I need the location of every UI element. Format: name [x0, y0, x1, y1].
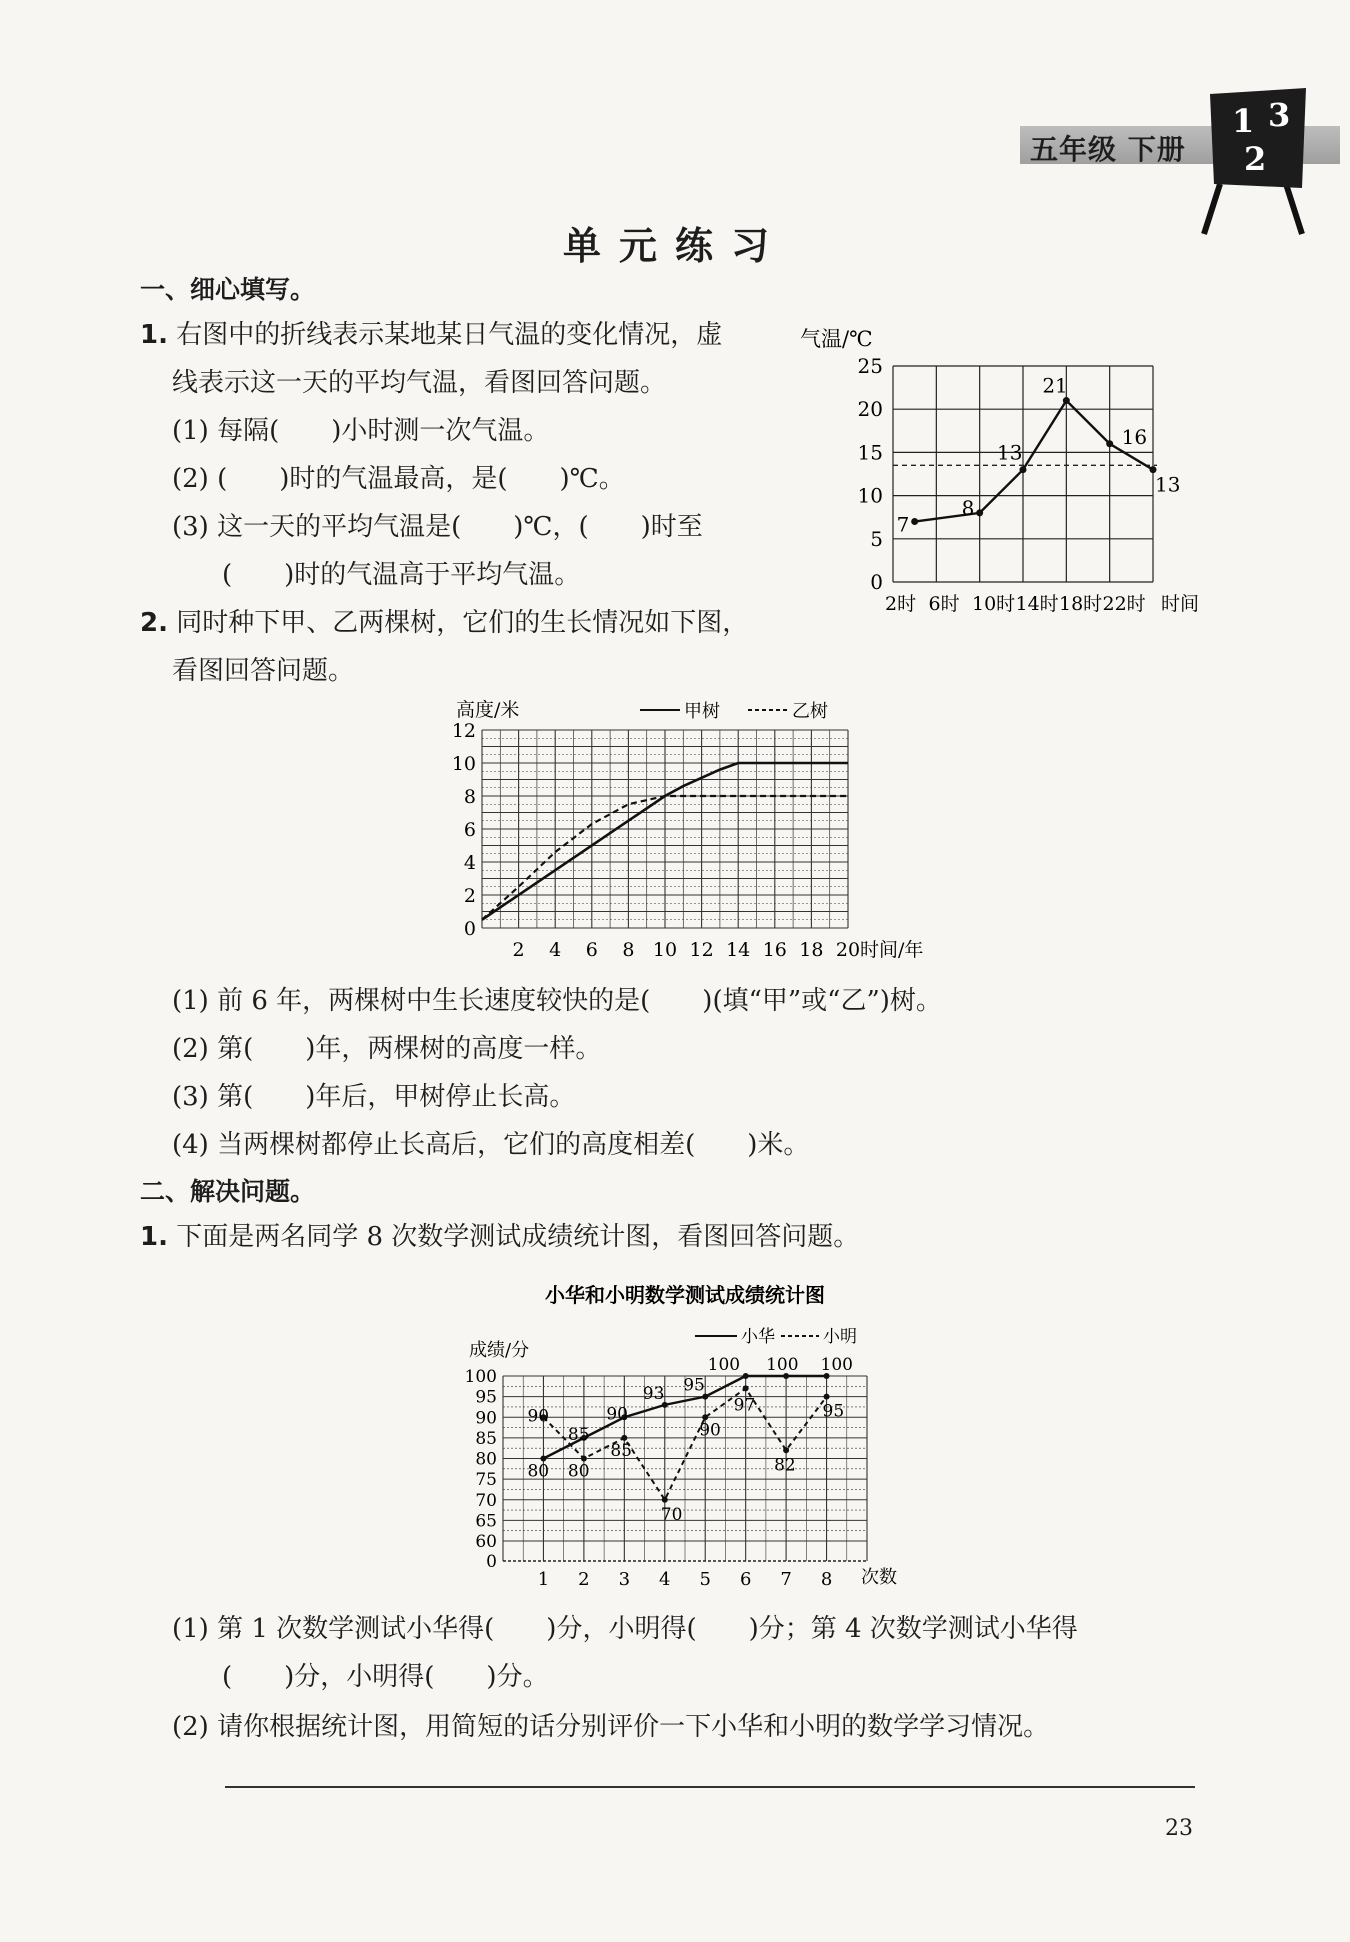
- data-point: [911, 518, 918, 525]
- x-tick-label: 6: [739, 1569, 752, 1588]
- logo-digit: 2: [1244, 140, 1267, 178]
- y-tick-label: 20: [857, 397, 883, 422]
- y-tick-label: 75: [475, 1470, 497, 1491]
- x-tick-label: 18时: [1059, 593, 1103, 615]
- sub-question: (2) ( )时的气温最高，是( )℃。: [172, 464, 625, 494]
- logo-digit: 1: [1232, 102, 1255, 140]
- x-tick-label: 14时: [1015, 593, 1059, 615]
- y-tick-label: 15: [857, 440, 883, 465]
- sub-question: (3) 这一天的平均气温是( )℃，( )时至: [172, 512, 703, 542]
- y-tick-label: 2: [463, 885, 476, 907]
- x-tick-label: 2时: [885, 593, 917, 615]
- x-tick-label: 22时: [1102, 593, 1146, 615]
- data-label: 85: [610, 1440, 632, 1461]
- y-tick-label: 80: [475, 1449, 497, 1470]
- x-tick-label: 1: [537, 1569, 550, 1588]
- question-number: 1.: [140, 320, 168, 350]
- data-label: 16: [1121, 424, 1148, 449]
- x-tick-label: 7: [780, 1569, 792, 1588]
- sub-question: (1) 前 6 年，两棵树中生长速度较快的是( )(填“甲”或“乙”)树。: [172, 986, 942, 1016]
- data-label: 7: [896, 512, 910, 537]
- data-point: [976, 509, 983, 516]
- data-label: 13: [1155, 472, 1181, 497]
- y-tick-label: 4: [463, 852, 476, 874]
- y-tick-label: 10: [857, 483, 883, 508]
- data-label: 93: [642, 1383, 665, 1404]
- y-axis-label: 气温/℃: [800, 327, 873, 351]
- question-number: 2.: [140, 608, 168, 638]
- footer-rule: [225, 1786, 1195, 1788]
- x-tick-label: 18: [799, 939, 824, 961]
- data-label: 80: [567, 1461, 590, 1482]
- sub-question: ( )时的气温高于平均气温。: [222, 560, 581, 590]
- data-point: [743, 1373, 749, 1379]
- x-tick-label: 2: [578, 1569, 590, 1588]
- section-heading: 一、细心填写。: [140, 275, 316, 304]
- data-point: [1106, 440, 1113, 447]
- y-tick-label: 0: [486, 1552, 497, 1572]
- y-tick-label: 12: [451, 720, 476, 742]
- data-label: 100: [707, 1355, 741, 1375]
- sub-question: (1) 第 1 次数学测试小华得( )分，小明得( )分；第 4 次数学测试小华得: [172, 1614, 1078, 1644]
- legend-label: 小明: [823, 1327, 857, 1347]
- x-tick-label: 16: [762, 939, 787, 961]
- question-text: 看图回答问题。: [172, 656, 355, 686]
- tree-growth-chart: [440, 692, 930, 970]
- question-text: 线表示这一天的平均气温，看图回答问题。: [172, 368, 667, 398]
- x-axis-label: 时间/年: [860, 939, 924, 961]
- x-tick-label: 6时: [928, 593, 960, 615]
- data-label: 95: [822, 1401, 845, 1422]
- y-tick-label: 95: [475, 1387, 497, 1408]
- data-label: 97: [733, 1395, 756, 1416]
- data-label: 95: [683, 1375, 705, 1396]
- x-tick-label: 2: [512, 939, 525, 961]
- data-label: 21: [1042, 373, 1068, 398]
- sub-question: (4) 当两棵树都停止长高后，它们的高度相差( )米。: [172, 1130, 810, 1160]
- temperature-line: [915, 401, 1153, 522]
- data-label: 90: [527, 1406, 550, 1427]
- x-tick-label: 14: [726, 939, 751, 961]
- y-tick-label: 0: [463, 918, 476, 940]
- data-label: 90: [606, 1404, 628, 1425]
- x-tick-label: 6: [585, 939, 598, 961]
- y-tick-label: 0: [870, 570, 883, 594]
- x-tick-label: 10: [652, 939, 678, 961]
- y-tick-label: 70: [475, 1490, 497, 1511]
- legend-label: 甲树: [684, 701, 720, 722]
- question-text: 同时种下甲、乙两棵树，它们的生长情况如下图，: [176, 608, 749, 638]
- y-tick-label: 85: [475, 1428, 497, 1449]
- section-heading: 二、解决问题。: [140, 1177, 316, 1206]
- y-tick-label: 6: [463, 819, 476, 841]
- data-label: 8: [961, 495, 975, 520]
- x-tick-label: 12: [689, 939, 714, 961]
- data-label: 100: [766, 1355, 799, 1375]
- y-tick-label: 60: [475, 1532, 497, 1552]
- data-point: [824, 1394, 830, 1400]
- data-point: [1063, 397, 1070, 404]
- x-tick-label: 20: [835, 939, 861, 961]
- sub-question: ( )分，小明得( )分。: [222, 1662, 549, 1692]
- data-label: 85: [567, 1424, 590, 1445]
- grade-label: 五年级 下册: [1030, 133, 1186, 166]
- x-tick-label: 8: [622, 939, 635, 961]
- legend-label: 小华: [741, 1327, 775, 1347]
- y-tick-label: 25: [857, 354, 883, 378]
- data-label: 13: [997, 440, 1023, 465]
- sub-question: (3) 第( )年后，甲树停止长高。: [172, 1082, 576, 1112]
- y-tick-label: 5: [870, 526, 883, 551]
- data-label: 90: [699, 1420, 721, 1441]
- y-tick-label: 10: [451, 753, 476, 775]
- question-number: 1.: [140, 1222, 168, 1252]
- page-number: 23: [1165, 1816, 1193, 1841]
- page-title: 单元练习: [562, 224, 787, 268]
- data-point: [783, 1447, 789, 1453]
- x-tick-label: 8: [820, 1569, 833, 1588]
- question-1: [140, 314, 722, 351]
- sub-question: (2) 请你根据统计图，用简短的话分别评价一下小华和小明的数学学习情况。: [172, 1712, 1050, 1742]
- data-label: 80: [527, 1461, 550, 1482]
- x-tick-label: 10时: [972, 593, 1016, 615]
- x-tick-label: 4: [549, 939, 562, 961]
- data-label: 82: [774, 1455, 796, 1476]
- y-axis-label: 高度/米: [456, 699, 520, 721]
- score-chart: [455, 1278, 915, 1588]
- x-tick-label: 3: [618, 1569, 631, 1588]
- y-tick-label: 65: [475, 1511, 497, 1532]
- question-1: [140, 1216, 859, 1253]
- data-point: [1020, 466, 1027, 473]
- data-point: [743, 1385, 749, 1391]
- y-tick-label: 90: [475, 1408, 497, 1429]
- question-text: 下面是两名同学 8 次数学测试成绩统计图，看图回答问题。: [176, 1222, 860, 1252]
- data-label: 100: [820, 1355, 854, 1375]
- y-tick-label: 8: [463, 786, 476, 808]
- sub-question: (1) 每隔( )小时测一次气温。: [172, 416, 550, 446]
- question-2: [140, 602, 748, 639]
- question-text: 右图中的折线表示某地某日气温的变化情况，虚: [176, 320, 723, 350]
- y-tick-label: 100: [464, 1367, 497, 1387]
- temperature-chart: [790, 320, 1210, 620]
- y-axis-label: 成绩/分: [469, 1340, 530, 1361]
- x-axis-label: 时间: [1161, 593, 1200, 615]
- x-tick-label: 5: [699, 1569, 711, 1588]
- sub-question: (2) 第( )年，两棵树的高度一样。: [172, 1034, 602, 1064]
- logo-digit: 3: [1268, 96, 1291, 134]
- legend-label: 乙树: [792, 701, 828, 722]
- data-label: 70: [660, 1504, 683, 1525]
- data-point: [662, 1497, 668, 1503]
- chart-title: 小华和小明数学测试成绩统计图: [545, 1283, 825, 1307]
- x-tick-label: 4: [659, 1569, 671, 1588]
- x-axis-label: 次数: [861, 1567, 897, 1588]
